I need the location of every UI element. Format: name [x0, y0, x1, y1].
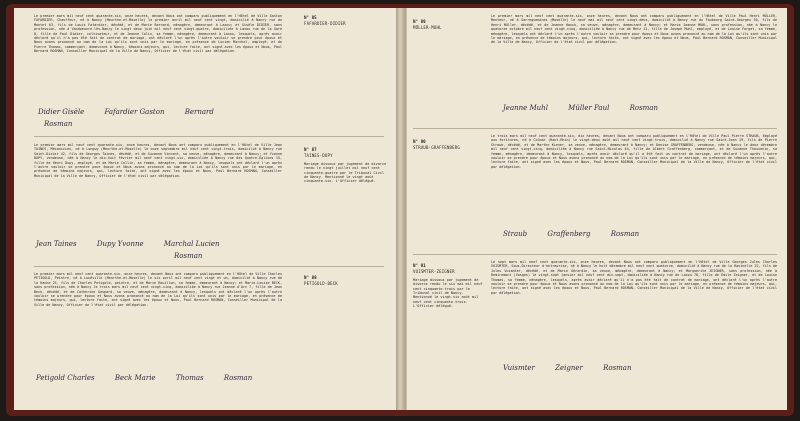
entry-names: MÜLLER-MUHL — [413, 25, 442, 31]
signature: Didier Gisèle — [38, 108, 85, 116]
entry-text — [34, 14, 285, 54]
left-page — [14, 8, 397, 410]
entry-body: Le premier mars mil neuf cent quarante-six, onze heures, devant Nous ont comparu publiquement en l'Hôtel de Ville Jean TAINES, Mécanicien, né à Longwy (Meurthe-et-Moselle) le onze septembre mil neuf cent vingt-trois, domicilié à Nancy rue Saint-Dizier 42, fils de Georges Taines, décédé, et de Suzanne Vincent, sa veuve, ménagère, demeurant à Nancy; et Yvonne DUPY, vendeuse, née à Nancy le dix-huit février mil neuf cent vingt-six, domiciliée à Nancy rue des Quatre-Églises 15, fille de Henri Dupy, employé, et de Marie Collin, sa femme, ménagère, demeurant à Nancy, lesquels ont déclaré l'un après l'autre vouloir se prendre pour époux et Nous avons prononcé au nom de la Loi qu'ils sont unis par le mariage, en présence de témoins majeurs, qui, lecture faite, ont signé avec les époux et Nous, Paul Bernard ROSMAN, Conseiller Municipal de la Ville de Nancy, Officier de l'état civil par délégation. — [34, 143, 285, 178]
signature: Rosman — [223, 374, 253, 382]
signature: Bernard — [184, 108, 214, 116]
entry-text — [491, 260, 780, 295]
signature: Marchal Lucien — [163, 240, 220, 248]
signature: Rosman — [603, 364, 632, 372]
divider — [413, 254, 777, 255]
entry-margin — [413, 20, 483, 31]
entry-number: N° 87 — [304, 147, 317, 152]
signature: Rosman — [629, 104, 658, 112]
entry-body: Le premier mars mil neuf cent quarante-six, onze heures, devant Nous ont comparu publiquement en l'Hôtel de Ville Charles PETIGOLD, Peintre, né à Lunéville (Meurthe-et-Moselle) le six avril mil neuf cent vingt et un, domicilié à Nancy rue de la Hache 21, fils de Charles Petigold, peintre, et de Marie Rouillon, sa femme, demeurant à Nancy; et Marie-Louise BECK, sans profession, née à Nancy le trois mars mil neuf cent vingt-cinq, domiciliée à Nancy rue Jeanne d'Arc 7, fille de Jean Beck, décédé, et de Catherine Gaspard, sa veuve, ménagère, demeurant à Nancy, lesquels ont déclaré l'un après l'autre vouloir se prendre pour époux et Nous avons prononcé au nom de la Loi qu'ils sont unis par le mariage, en présence de témoins majeurs, qui, lecture faite, ont signé avec les époux et Nous, Paul Bernard ROSMAN, Conseiller Municipal de la Ville de Nancy, Officier de l'état civil par délégation. — [34, 272, 285, 307]
signature: Müller Paul — [568, 104, 610, 112]
book-gutter — [396, 8, 406, 410]
signature: Fafardier Gaston — [104, 108, 165, 116]
entry-names: STRAUB-GRAFFENBERG — [413, 145, 460, 151]
signature-row — [36, 374, 270, 388]
divider — [413, 128, 777, 129]
signature-row — [44, 120, 90, 134]
entry-body: Le sept mars mil neuf cent quarante-six, onze heures, devant Nous ont comparu publiquement en l'Hôtel de Ville Georges Jules Charles VUISMTER, Sous-Directeur d'entreprise, né à Nancy le huit décembre mil neuf cent quatorze, domicilié à Nancy rue de la Ravinelle 22, fils de Jules Vuismter, décédé, et de Marie Gérardin, sa veuve, ménagère, demeurant à Nancy; et Marguerite ZEIGNER, sans profession, née à Remiremont (Vosges) le vingt-sept janvier mil neuf cent dix-sept, domiciliée à Nancy rue de Laxou 78, fille de Émile Zeigner, et de Louise Thomas, sa femme, ménagère, lesquels, après avoir déclaré qu'il n'a pas été fait de contrat de mariage, ont déclaré l'un après l'autre vouloir se prendre pour époux et Nous avons prononcé au nom de la Loi qu'ils sont unis par le mariage, en présence de témoins majeurs, qui, lecture faite, ont signé avec les époux et Nous, Paul Bernard ROSMAN, Conseiller Municipal de la Ville de Nancy, Officier de l'état civil par délégation. — [491, 260, 780, 295]
signature: Zeigner — [555, 364, 583, 372]
entry-number: N° 90 — [413, 139, 426, 144]
entry-names: TAINES-DUPY — [304, 153, 333, 159]
signature: Petigold Charles — [36, 374, 95, 382]
entry-number: N° 89 — [413, 19, 426, 24]
signature: Dupy Yvonne — [96, 240, 144, 248]
signature-row — [174, 252, 220, 266]
signature: Jean Taines — [36, 240, 77, 248]
entry-names: FAFARDIER-DIDIER — [304, 21, 346, 27]
entry-names: PETIGOLD-BECK — [304, 281, 338, 287]
entry-body: Le premier mars mil neuf cent quarante-six, onze heures, devant Nous ont comparu publiquement en l'Hôtel de Ville Gaston FAFARDIER, Chauffeur, né à Nancy (Meurthe-et-Moselle) le premier avril mil neuf cent vingt, domicilié à Nancy rue du Montet 63, fils de Louis Fafardier, décédé, et de Marie Bernard, ménagère, demeurant à Laxou; et Gisèle DIDIER, sans profession, née à Vandoeuvre-lès-Nancy le vingt deux juin mil neuf cent vingt-quatre, domiciliée à Laxou rue de la Gare 8, fille de Paul Didier, cultivateur, et de Jeanne Colin, sa femme, ménagère, demeurant à Laxou, lesquels, après avoir déclaré qu'il n'a pas été fait de contrat de mariage, ont déclaré l'un après l'autre vouloir se prendre pour époux et Nous avons prononcé au nom de la Loi qu'ils sont unis par le mariage, en présence de Lucien Marchal, employé, et de Pierre Thomas, commerçant, demeurant à Nancy, témoins majeurs, qui, lecture faite, ont signé avec les époux et Nous, Paul Bernard ROSMAN, Conseiller Municipal de la Ville de Nancy, Officier de l'état civil par délégation. — [34, 14, 285, 54]
signature-row — [503, 104, 676, 118]
signature: Rosman — [44, 120, 73, 128]
signature: Beck Marie — [114, 374, 156, 382]
entry-body: Le premier mars mil neuf cent quarante-six, onze heures, devant Nous ont comparu publiquement en l'Hôtel de Ville Paul Henri MÜLLER, Monteur, né à Sarreguemines (Moselle) le neuf mai mil neuf cent vingt-deux, domicilié à Nancy rue du Faubourg Saint-Georges 30, fils de Henri Müller, décédé, et de Jeanne Hauck, sa veuve, ménagère, demeurant à Nancy; et Marie Jeanne MUHL, sans profession, née à Nancy le quatorze octobre mil neuf cent vingt-cinq, domiciliée à Nancy rue de Metz 11, fille de Joseph Muhl, employé, et de Louise Forget, sa femme, ménagère, lesquels ont déclaré l'un après l'autre vouloir se prendre pour époux et Nous avons prononcé au nom de la Loi qu'ils sont unis par le mariage, en présence de témoins majeurs, qui, lecture faite, ont signé avec les époux et Nous, Paul Bernard ROSMAN, Conseiller Municipal de la Ville de Nancy, Officier de l'état civil par délégation. — [491, 14, 780, 45]
entry-text — [34, 272, 285, 307]
divider — [34, 136, 384, 137]
entry-number: N° 88 — [304, 275, 317, 280]
entry-body: Le trois mars mil neuf cent quarante-six, dix heures, devant Nous ont comparu publiquement en l'Hôtel de Ville Paul Pierre STRAUB, Employé aux écritures, né à Colmar (Haut-Rhin) le vingt-deux août mil neuf cent vingt-trois, domicilié à Nancy rue Saint-Jean 19, fils de Pierre Straub, décédé, et de Marthe Kiener, sa veuve, ménagère, demeurant à Nancy; et Denise GRAFFENBERG, vendeuse, née à Nancy le deux décembre mil neuf cent vingt-cinq, domiciliée à Nancy rue Saint-Nicolas 44, fille de Albert Graffenberg, commerçant, et de Suzanne Thouvenin, sa femme, ménagère, demeurant à Nancy, lesquels, après avoir déclaré qu'il a été fait un contrat de mariage, ont déclaré l'un après l'autre vouloir se prendre pour époux et Nous avons prononcé au nom de la Loi qu'ils sont unis par le mariage, en présence de témoins majeurs, qui, lecture faite, ont signé avec les époux et Nous, Paul Bernard ROSMAN, Conseiller Municipal de la Ville de Nancy, Officier de l'état civil par délégation. — [491, 134, 780, 169]
entry-text — [491, 14, 780, 45]
signature: Straub — [503, 230, 528, 238]
signature: Graffenberg — [547, 230, 591, 238]
signature: Rosman — [610, 230, 640, 238]
right-page — [406, 8, 787, 410]
entry-names: VUISMTER-ZEIGNER — [413, 269, 455, 275]
entry-margin — [413, 140, 483, 151]
entry-margin — [413, 264, 483, 309]
divider — [34, 266, 384, 267]
signature-row — [503, 364, 650, 378]
signature: Rosman — [174, 252, 203, 260]
entry-number: N° 85 — [304, 15, 317, 20]
entry-margin — [304, 148, 388, 184]
signature: Jeanne Muhl — [503, 104, 548, 112]
signature: Thomas — [175, 374, 204, 382]
margin-annotation: Mariage dissous par jugement de divorce rendu le vingt juillet mil neuf cent cinquante-quatre par le Tribunal Civil de Nancy. Mentionné le vingt août cinquante-six. L'Officier délégué. — [304, 161, 387, 184]
entry-text — [491, 134, 780, 169]
entry-margin — [304, 276, 388, 287]
entry-text — [34, 143, 285, 178]
entry-number: N° 91 — [413, 263, 426, 268]
margin-annotation: Mariage dissous par jugement de divorce rendu le six mai mil neuf cent cinquante-trois par le Tribunal civil de Nancy. Mentionné le vingt-six août mil neuf cent cinquante-trois. L'Officier délégué. — [413, 277, 483, 309]
signature: Vuismter — [503, 364, 535, 372]
signature-row — [503, 230, 657, 244]
entry-margin — [304, 16, 388, 27]
